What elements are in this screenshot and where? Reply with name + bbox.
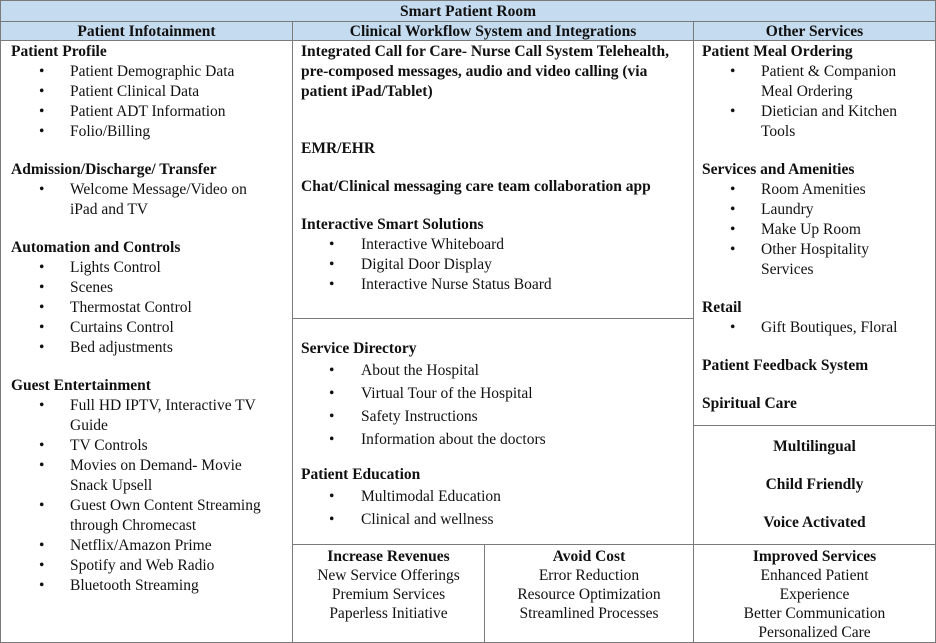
list-item: • Clinical and wellness (301, 508, 687, 531)
section-heading-admission: Admission/Discharge/ Transfer (11, 161, 217, 178)
features-cell (694, 437, 935, 533)
list-item: • Thermostat Control (11, 298, 287, 318)
list-item: • Make Up Room (702, 220, 932, 240)
spiritual-care-heading: Spiritual Care (702, 395, 797, 412)
benefit-item: Resource Optimization (517, 586, 661, 603)
meal-ordering-list (702, 62, 932, 142)
improved-services-heading: Improved Services (752, 548, 877, 565)
list-item: • Curtains Control (11, 318, 287, 338)
list-item: • Interactive Nurse Status Board (301, 275, 687, 295)
emr-heading: EMR/EHR (301, 140, 376, 157)
smart-solutions-heading: Interactive Smart Solutions (301, 216, 484, 233)
service-directory-heading: Service Directory (301, 340, 417, 357)
list-item: • Safety Instructions (301, 405, 687, 428)
avoid-cost-heading: Avoid Cost (552, 548, 626, 565)
benefit-item: Premium Services (331, 586, 446, 603)
list-item: • Virtual Tour of the Hospital (301, 382, 687, 405)
column-header-clinical-workflow: Clinical Workflow System and Integrations (293, 22, 693, 41)
list-item: • Spotify and Web Radio (11, 556, 287, 576)
divider-bottom-row (293, 544, 935, 545)
list-item: • Information about the doctors (301, 428, 687, 451)
benefit-item: Personalized Care (758, 624, 871, 641)
avoid-cost-cell (485, 547, 693, 623)
section-heading-patient-profile: Patient Profile (11, 43, 107, 60)
list-item: • Gift Boutiques, Floral (702, 318, 932, 338)
benefit-item: Error Reduction (538, 567, 640, 584)
list-item: • Scenes (11, 278, 287, 298)
service-directory-cell (301, 339, 687, 531)
feature-multilingual: Multilingual (773, 438, 856, 455)
benefit-item: Paperless Initiative (329, 605, 448, 622)
list-item: • Patient & Companion Meal Ordering (702, 62, 922, 102)
feature-child-friendly: Child Friendly (765, 476, 864, 493)
meal-ordering-heading: Patient Meal Ordering (702, 43, 853, 60)
list-item: • Other Hospitality Services (702, 240, 902, 280)
section-heading-guest-entertainment: Guest Entertainment (11, 377, 151, 394)
list-item: • Netflix/Amazon Prime (11, 536, 287, 556)
list-item: • Laundry (702, 200, 932, 220)
list-item: • Multimodal Education (301, 485, 687, 508)
patient-education-list (301, 485, 687, 531)
list-item: • Movies on Demand- Movie Snack Upsell (11, 456, 273, 496)
admission-list (11, 180, 287, 220)
list-item: • Patient ADT Information (11, 102, 287, 122)
list-item: • Patient Clinical Data (11, 82, 287, 102)
table-title: Smart Patient Room (1, 1, 935, 22)
chat-heading: Chat/Clinical messaging care team collaboration app (301, 178, 651, 195)
list-item: • Full HD IPTV, Interactive TV Guide (11, 396, 283, 436)
patient-feedback-heading: Patient Feedback System (702, 357, 869, 374)
list-item: • Patient Demographic Data (11, 62, 287, 82)
column-header-other-services: Other Services (694, 22, 935, 41)
list-item: • TV Controls (11, 436, 287, 456)
patient-education-heading: Patient Education (301, 466, 421, 483)
improved-services-cell (694, 547, 935, 642)
patient-infotainment-cell (11, 42, 287, 596)
other-services-cell (702, 42, 932, 414)
list-item: • Interactive Whiteboard (301, 235, 687, 255)
benefit-item: Streamlined Processes (519, 605, 659, 622)
list-item: • Folio/Billing (11, 122, 287, 142)
divider-right-features (694, 425, 935, 426)
increase-revenues-heading: Increase Revenues (327, 548, 450, 565)
retail-heading: Retail (702, 299, 742, 316)
section-heading-automation: Automation and Controls (11, 239, 181, 256)
retail-list (702, 318, 932, 338)
list-item: • Bed adjustments (11, 338, 287, 358)
nurse-call-heading: Integrated Call for Care- Nurse Call System Telehealth, pre-composed messages, audio and video calling (via patient iPad/Tablet) (301, 43, 669, 100)
patient-profile-list (11, 62, 287, 142)
smart-solutions-list (301, 235, 687, 295)
automation-list (11, 258, 287, 358)
clinical-workflow-cell (301, 42, 687, 295)
guest-entertainment-list (11, 396, 287, 596)
list-item: • Lights Control (11, 258, 287, 278)
feature-voice-activated: Voice Activated (763, 514, 866, 531)
service-directory-list (301, 359, 687, 451)
benefit-item: Enhanced Patient Experience (760, 567, 869, 603)
increase-revenues-cell (293, 547, 484, 623)
list-item: • Bluetooth Streaming (11, 576, 287, 596)
benefit-item: New Service Offerings (317, 567, 460, 584)
list-item: • Welcome Message/Video on iPad and TV (11, 180, 273, 220)
list-item: • About the Hospital (301, 359, 687, 382)
list-item: • Room Amenities (702, 180, 932, 200)
services-amenities-list (702, 180, 932, 280)
divider-middle-top (293, 318, 693, 319)
benefit-item: Better Communication (743, 605, 886, 622)
list-item: • Dietician and Kitchen Tools (702, 102, 922, 142)
column-header-patient-infotainment: Patient Infotainment (1, 22, 292, 41)
services-amenities-heading: Services and Amenities (702, 161, 855, 178)
list-item: • Guest Own Content Streaming through Chromecast (11, 496, 287, 536)
list-item: • Digital Door Display (301, 255, 687, 275)
